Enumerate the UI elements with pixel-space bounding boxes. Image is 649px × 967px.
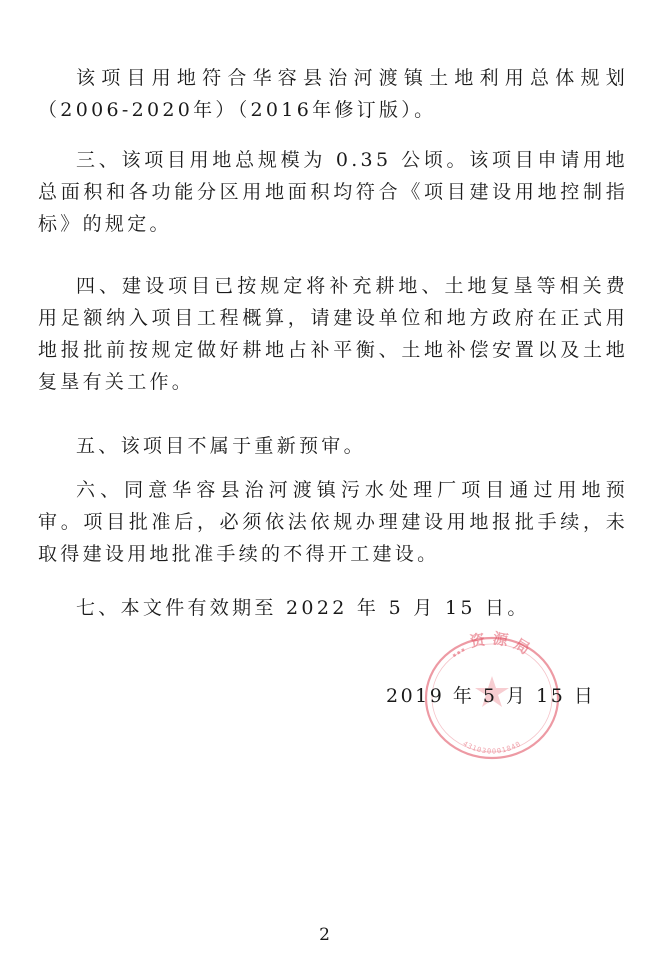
- seal-top-text: …资源局: [445, 629, 539, 662]
- document-date: 2019 年 5 月 15 日: [386, 685, 596, 707]
- paragraph-three-land-scale: 三、该项目用地总规模为 0.35 公顷。该项目申请用地总面积和各功能分区用地面积均符合《项目建设用地控制指标》的规定。: [38, 149, 628, 235]
- paragraph-land-plan-compliance: 该项目用地符合华容县治河渡镇土地利用总体规划（2006-2020年）（2016年修订版）。: [38, 67, 628, 121]
- paragraph-five-review: 五、该项目不属于重新预审。: [76, 435, 366, 457]
- paragraph-six-approval: 六、同意华容县治河渡镇污水处理厂项目通过用地预审。项目批准后，必须依法依规办理建设用地报批手续，未取得建设用地批准手续的不得开工建设。: [38, 479, 628, 565]
- paragraph-seven-validity: 七、本文件有效期至 2022 年 5 月 15 日。: [76, 597, 530, 619]
- seal-serial: 431030001840: [461, 739, 523, 756]
- paragraph-four-costs: 四、建设项目已按规定将补充耕地、土地复垦等相关费用足额纳入项目工程概算，请建设单位和地方政府在正式用地报批前按规定做好耕地占补平衡、土地补偿安置以及土地复垦有关工作。: [38, 275, 628, 393]
- svg-text:431030001840: [461, 740, 522, 756]
- page-number: 2: [319, 925, 330, 945]
- svg-text:…资源局: [446, 629, 538, 661]
